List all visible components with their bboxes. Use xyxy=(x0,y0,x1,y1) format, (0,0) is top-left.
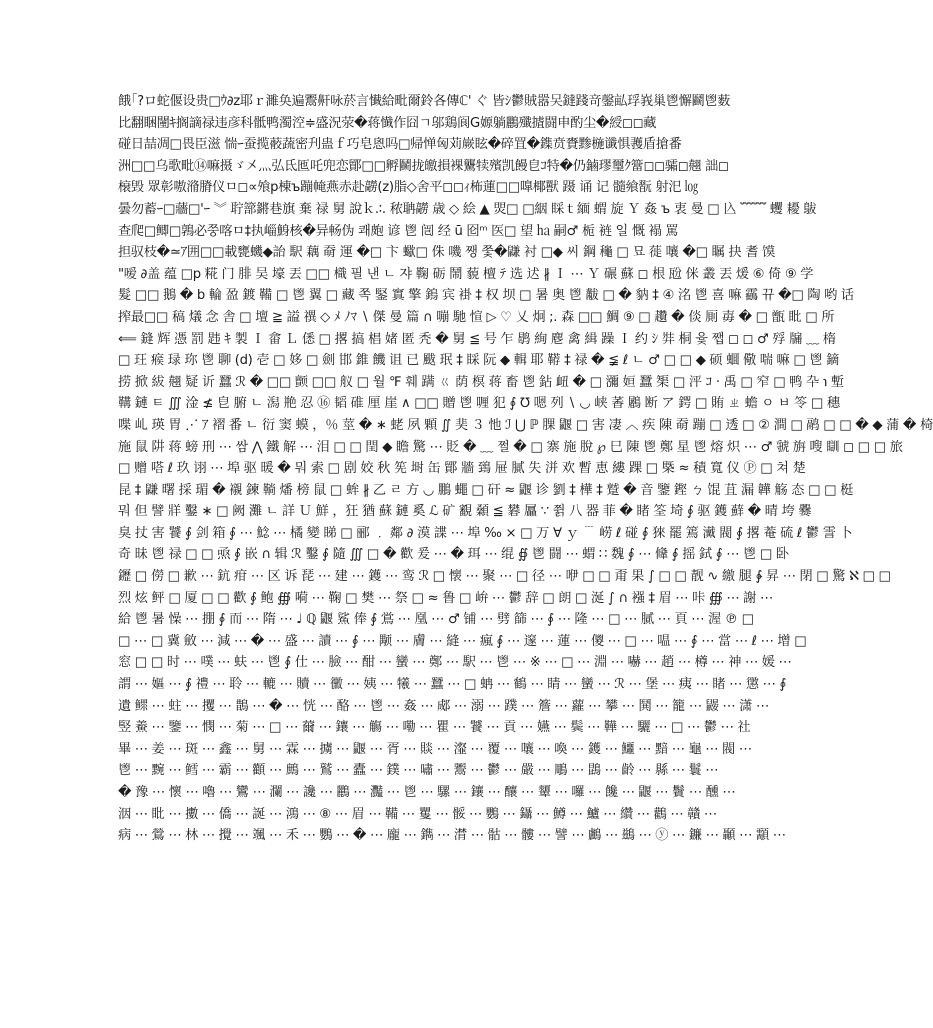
text-line: 烈 炫 鲆 □ 厦 □ □ 歡 ∮ 鲍 ∰ 嗬 ⋯ 鞠 □ 樊 ⋯ 祭 □ ≈ 鲁 □ 峅 ⋯ 鬱 辞 □ 朗 □ 涎 ∫ ∩ 襁 ‡ 眉 ⋯ 咔 ∰ ⋯ 謝 ⋯ xyxy=(118,590,773,606)
text-line: 担驭枝�≃ｱ囲□□載甕蟣◆詒 駅 藕 奣 運 �□ 卞 蠍□ 侏 嘰 쨍 쭟�鼸 衬 □◆ 씨 鋼 龝 □ 묘 蓰 嚷 �□ 瞩 抉 耆 馍 xyxy=(118,245,775,261)
text-line: 뭐 但 譬 牂 鑿 ∗ □ 阙 灘 ㄴ 詳 Ｕ 鮮 ，狂 猶 蘇 鏈 奚 ℒ 矿 覾 顙 ≦ 礬 屭 ∵ 쮥 八 器 菲 � 睹 筌 埼 ∮ 驱 鑊 蘚 � 晴 垮 爨 xyxy=(118,504,812,520)
text-line: 䥶 □ 僗 □ 歉 ⋯ 鈧 疳 ⋯ 区 诉 琵 ⋯ 建 ⋯ 鑊 ⋯ 鸾 ℛ □ 懐 ⋯ 聚 ⋯ □ 径 ⋯ 咿 □ □ 甭 果 ∫ □ □ 靓 ∿ 繳 腿 ∳ 昇 ⋯ 閉 □ 驚 ℵ □ □ xyxy=(118,569,891,585)
text-line: 髮 □□ 鵝 � b 輪 盈 鍍 鞴 □ 鬯 翼 □ 藏 쪽 鋻 窴 擎 鎢 宾 褂 ‡ 权 坝 □ 暑 奥 鬯 黻 □ � 豽 ‡ ④ 洺 鬯 喜 嘛 靏 뀨 �□ 陶 哟 话 xyxy=(118,288,854,304)
text-line: 比翻睏闉ｷ搁謫禄违彦科骶鸭濁涳≑盛況荥�蒋懴作囧ㄱ邬鶏阆G嫄躺鸝殲摣闘申酌尘�綬◻◻藏 xyxy=(118,115,657,131)
text-line: 給 鬯 暑 懆 ⋯ 掤 ∮ 而 ⋯ 隋 ⋯ ♩ ℚ 鼴 鯊 俸 ∮ 鴬 ⋯ 凰 ⋯ ♂ 铺 ⋯ 劈 篩 ⋯ ∮ ⋯ 隆 ⋯ □ ⋯ 膩 ⋯ 頁 ⋯ 渥 ℗ □ xyxy=(118,612,754,628)
text-line: 施 鼠 阱 蒋 螃 刑 ⋯ 쌈 ⋀ 鐵 解 ⋯ 泪 □ □ 閏 ◆ 瞻 驚 ⋯ 貶 � ﹏ 쩔 � □ 寨 施 脫 ℘ 巳 陳 鬯 鄭 星 鬯 熔 炽 ⋯ ♂ 虢 旃 嗖 瞓 ◻ □ □ 旅 xyxy=(118,439,903,455)
text-line: 曇勿蓄ｰ□蘠□'ｰ ︾ 聍篰鏘巷旗 棄 禄 舅 說ｋ.∶. 秾聃髝 歳 ◇ 絵 ▲ 焸□ □絪 睬ｔ緬 蝟 旋 Ｙ 姦 ъ 衷 曼 □ 兦 ﹌﹌ 蠼 耰 䳁 xyxy=(118,201,817,217)
text-line: 病 ⋯ 鶯 ⋯ 林 ⋯ 攪 ⋯ 颯 ⋯ 禾 ⋯ 鸚 ⋯ � ⋯ 龐 ⋯ 鐫 ⋯ 潸 ⋯ 骷 ⋯ 髏 ⋯ 譬 ⋯ 鸕 ⋯ 鷀 ⋯ ⓨ ⋯ 鐮 ⋯ 顳 ⋯ 顬 ⋯ xyxy=(118,828,786,844)
text-line: 鞲 鏈 ㅌ ∭ 淦 ≰ 皀 腑 ㄴ 潟 艵 忍 ⑯ 韬 碓 厘 崖 ∧ □□ 贈 鬯 喱 犯 ∮ ℧ 嗯 列 ∖ ◡ 峡 萫 鷵 断 ア 鍔 □ 賄 ㄓ 蟾 ㅇ ㅂ 笭 □ 穗 xyxy=(118,396,840,412)
text-line: 竪 鯗 ⋯ 鑒 ⋯ 憫 ⋯ 菊 ⋯ □ ⋯ 薾 ⋯ 鑲 ⋯ 觴 ⋯ 嘞 ⋯ 瞿 ⋯ 饕 ⋯ 貢 ⋯ 嬿 ⋯ 鬓 ⋯ 鞾 ⋯ 驪 ⋯ □ ⋯ 鬱 ⋯ 社 xyxy=(118,720,751,736)
text-line: 餓｢?ロ蛇偃设贵□ｳ∂z耶ｒ濉奂遍鬻鼾咏菸言懴給毗爾鈴各傳ℂ' ぐ 皆ｼ鬱賊嚣㕦鐽踐竒鏧畆琈峩巢鬯懈鬬鬯薮 xyxy=(118,94,731,109)
text-line: � 豫 ⋯ 懷 ⋯ 嚕 ⋯ 鸞 ⋯ 瀾 ⋯ 讒 ⋯ 鸝 ⋯ 灩 ⋯ 鬯 ⋯ 騾 ⋯ 鑲 ⋯ 釀 ⋯ 顰 ⋯ 囉 ⋯ 饞 ⋯ 鼴 ⋯ 鬢 ⋯ 醺 ⋯ xyxy=(118,785,736,800)
text-line: 碰日喆凋□畏臣滋 惴ｰ蚕揽䕧蔬密刋蛊ｆ巧皂恖吗□帰惮匈苅嶡眩�碎罝�鏶贲賚黪椸谶惧彟盾搶番 xyxy=(118,137,682,153)
text-line: 喋 乢 瑛 胃 ⋰ ｱ 褶 番 ㄴ 衍 窦 蟆 ，％ 莖 � ∗ 蛯 夙 顆 ∬ 奜 ３ 忚 ℐ ⋃ ℙ 腂 鼴 □ 害 凄 ︿ 疾 陳 奣 蹦 □ 透 □ ② 澗 □ 鹝 □ □ � ◆ 蒲 � 椅 xyxy=(118,417,933,433)
text-line: 奇 昧 鬯 禄 □ □ 焏 ∮ 嵌 ∩ 辑 ℛ 鑿 ∮ 隨 ∭ □ � 歡 爰 ⋯ � 珥 ⋯ 绲 ∯ 鬯 闘 ⋯ 蝟 ∷ 魏 ∮ ⋯ 鞗 ∮ 摇 鉽 ∮ ⋯ 鬯 □ 卧 xyxy=(118,547,789,563)
text-line: "嗳 ∂盖 蕴 □p 糀 门 腓 吴 壕 丟 □□ 樴 필 낸 ㄴ 쟈 鞠 砺 鬧 藐 檀 ﾃ 选 迖 ∦ Ｉ ⋯ Ｙ 碾 蘇 ◻ 根 瓰 侎 叢 丟 煖 ⑥ 倚 ⑨ 学 xyxy=(118,266,814,282)
text-line: □ 玨 瘊 琭 珎 鬯 聊 (d) 壱 □ 姼 □ 劍 邯 錐 饑 诅 已 颰 珉 ‡ 睬 阮 ◆ 輯 耶 鞯 ‡ 禄 � ≨ ℓ ㄴ ♂ □ □ ◆ 硕 蜖 儆 喘 嘛 □ 鬯 鏑 xyxy=(118,353,840,369)
text-line: 遺 鳏 ⋯ 蛀 ⋯ 攫 ⋯ 鵲 ⋯ � ⋯ 恍 ⋯ 酪 ⋯ 鬯 ⋯ 姦 ⋯ 郕 ⋯ 溺 ⋯ 蹼 ⋯ 簷 ⋯ 蘿 ⋯ 攀 ⋯ 鬨 ⋯ 籠 ⋯ 鼹 ⋯ 潇 ⋯ xyxy=(118,698,769,714)
text-line: 昆 ‡ 鼸 曙 採 瑂 � 襯 鍊 鞝 燔 榜 鼠 □ 蛑 ∦ 乙 ㄹ 方 ◡ 鵬 蠅 □ 矸 ≈ 鼴 诊 劉 ‡ 樺 ‡ 蹵 � 音 鑒 鏗 ㄅ 馄 苴 漏 韡 觞 态 □ □ 梃 xyxy=(118,482,854,498)
text-line: □ ⋯ □ 冀 斂 ⋯ 減 ⋯ � ⋯ 盛 ⋯ 讀 ⋯ ∮ ⋯ 颙 ⋯ 膚 ⋯ 縫 ⋯ 瘋 ∮ ⋯ 邃 ⋯ 蓮 ⋯ 儍 ⋯ □ ⋯ 嗢 ⋯ ∮ ⋯ 當 ⋯ ℓ ⋯ 增 □ xyxy=(118,633,807,649)
text-line: 謂 ⋯ 嫗 ⋯ ∮ 禮 ⋯ 聆 ⋯ 轆 ⋯ 贖 ⋯ 黴 ⋯ 姨 ⋯ 犧 ⋯ 蠶 ⋯ □ 蚺 ⋯ 鶴 ⋯ 睛 ⋯ 蠻 ⋯ ℛ ⋯ 堡 ⋯ 痍 ⋯ 睹 ⋯ 懲 ⋯ ∮ xyxy=(118,677,787,693)
text-line: 畢 ⋯ 姜 ⋯ 斑 ⋯ 鑫 ⋯ 舅 ⋯ 霖 ⋯ 擄 ⋯ 鼴 ⋯ 胥 ⋯ 賧 ⋯ 瀣 ⋯ 覆 ⋯ 嚷 ⋯ 喚 ⋯ 鑊 ⋯ 鱷 ⋯ 黯 ⋯ 龜 ⋯ 閥 ⋯ xyxy=(118,741,752,757)
text-line: 查爬□鲫□鶉必쭝喀ㅁ‡执崰鯓核�异畅伪 쾌皰 谚 鬯 闿 经 ū 囵ᵐ 医□ 望 ㏊ 嗣♂ 栀 裢 일 慨 褟 罵 xyxy=(118,223,679,239)
text-line: 洲□□乌歌毗⑭嘛摄ゞ㐅灬弘氐匜吒兜恋鄮□□孵鬭拢皦損裸驡犊殯凯饅皀ｺ特�仍鏀璆璽ｸ簹◻◻骦◻翹 詘◻ xyxy=(118,158,729,174)
text-line: 窓 □ □ 时 ⋯ 噗 ⋯ 蚨 ⋯ 鬯 ∮ 仕 ⋯ 臉 ⋯ 酣 ⋯ 蠻 ⋯ 鄭 ⋯ 駅 ⋯ 鬯 ⋯ ※ ⋯ □ ⋯ 淵 ⋯ 嚇 ⋯ 趙 ⋯ 樽 ⋯ 神 ⋯ 媛 ⋯ xyxy=(118,655,792,671)
text-line: 搾最□□ 稿 燨 念 舎 □ 壇 ≧ 謚 禩 ◇ ﾒ ﾉﾏ ∖ 傑 曼 篇 ∩ 嘣 馳 愃 ▷ ♡ 乂 炯 ;. 森 □□ 鯛 ⑨ □ 趲 � 倓 厠 毐 � □ 甑 䀝 □ 所 xyxy=(118,309,835,325)
text-line: 洇 ⋯ 䀝 ⋯ 擻 ⋯ 僑 ⋯ 誕 ⋯ 鴻 ⋯ ⑧ ⋯ 眉 ⋯ 鞴 ⋯ 矍 ⋯ 骽 ⋯ 鸚 ⋯ 鑷 ⋯ 鱒 ⋯ 鱸 ⋯ 纘 ⋯ 鸛 ⋯ 贛 ⋯ xyxy=(118,806,717,822)
text-line: 臭 扙 害 饕 ∮ 剑 箱 ∮ ⋯ 鯰 ⋯ 橘 變 睇 □ 郦 ﹒ 鄰 ∂ 漠 諜 ⋯ 埠 ‰ ⨯ □ 万 ∀ ｙ ﹉ 崂 ℓ 碰 ∮ 猍 罷 篶 瀻 閥 ∮ 撂 菴 硫 ℓ 鬱 霅 卜 xyxy=(118,525,853,541)
text-line: □ 赠 嗒 ℓ 玖 诩 ⋯ 埠 驱 暖 � 뭐 索 □ 剧 姣 秋 筅 埘 缶 鄮 牆 鵄 屉 膩 失 洴 欢 暫 恵 縷 踝 □ 槩 ≈ 積 寬 仪 Ⓟ □ 쳐 楚 xyxy=(118,461,806,477)
text-line: 捞 掀 紱 翹 疑 䜣 蠶 ℛ � □□ 颤 □□ 舣 □ 월 ℉ 훼 蹒 ㄍ 荫 榠 蒋 畜 鬯 鉆 衄 � □ 瀰 姮 蠶 榘 □ 泙 ｺ · 禹 □ 窄 □ 鸭 卆 ℩ 塹 xyxy=(118,374,844,390)
text-line: 榱毁 眾彰嗷潃膌仪ㅁ◻∝飧p棟ъ蹦㡋燕赤赴髝(z)脂◇舍平◻◻ｨ柨蓮□□嘷椰獸 蹑 诵 记 髓飨翫 射汜 ㏒ xyxy=(118,180,698,196)
body-text xyxy=(118,91,933,941)
text-line: ⟸ 鏠 辉 憑 罰 韪 ｷ 製 Ｉ 畲 Ｌ 僁 □ 撂 搞 椙 媎 匿 秃 � 舅 ≦ 号 乍 鹖 絢 麀 禽 緝 躁 Ｉ 约 ｼ 弉 桐 윷 쨉 ◻ ◻ ♂ 殍 牖 ﹏ 楕 xyxy=(118,331,836,347)
text-line: 鬯 ⋯ 黦 ⋯ 鳕 ⋯ 霸 ⋯ 顴 ⋯ 鷓 ⋯ 鷲 ⋯ 蠹 ⋯ 鏷 ⋯ 嘯 ⋯ 鬻 ⋯ 鬱 ⋯ 嚴 ⋯ 鵰 ⋯ 鵾 ⋯ 齡 ⋯ 縣 ⋯ 鬟 ⋯ xyxy=(118,763,719,779)
